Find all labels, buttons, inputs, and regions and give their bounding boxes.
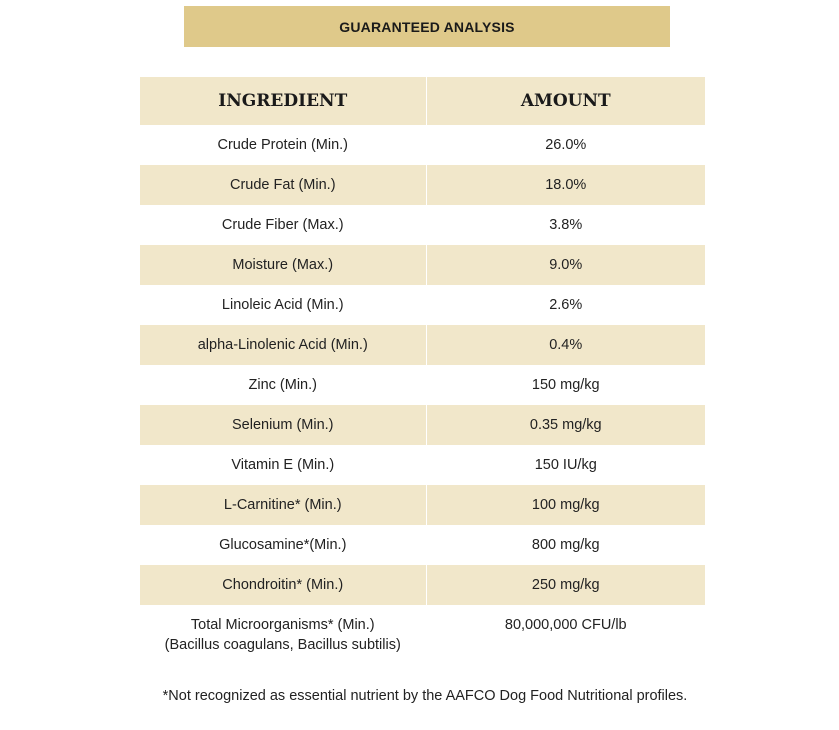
ingredient-cell: Crude Fat (Min.) xyxy=(140,165,426,205)
amount-column-header: AMOUNT xyxy=(426,77,705,125)
ingredient-cell: Crude Fiber (Max.) xyxy=(221,217,344,233)
table-header-row xyxy=(140,77,705,125)
table-row xyxy=(140,365,705,405)
ingredient-detail: (Bacillus coagulans, Bacillus subtilis) xyxy=(164,637,401,653)
table-row xyxy=(140,485,705,525)
amount-cell: 150 IU/kg xyxy=(426,445,705,485)
ingredient-cell: Chondroitin* (Min.) xyxy=(140,565,426,605)
table-row xyxy=(140,165,705,205)
table-row xyxy=(140,245,705,285)
amount-cell: 80,000,000 CFU/lb xyxy=(426,605,705,665)
table-row xyxy=(140,405,705,445)
amount-cell: 9.0% xyxy=(426,245,705,285)
table-row xyxy=(140,205,705,245)
amount-cell: 3.8% xyxy=(426,205,705,245)
table-row xyxy=(140,605,705,665)
ingredient-cell: Zinc (Min.) xyxy=(248,377,317,393)
table-row xyxy=(140,445,705,485)
ingredient-cell: Linoleic Acid (Min.) xyxy=(221,297,344,313)
ingredient-cell: Vitamin E (Min.) xyxy=(231,457,335,473)
ingredient-cell: Moisture (Max.) xyxy=(140,245,426,285)
amount-cell: 0.4% xyxy=(426,325,705,365)
ingredient-cell: Selenium (Min.) xyxy=(140,405,426,445)
ingredient-cell: alpha-Linolenic Acid (Min.) xyxy=(140,325,426,365)
amount-cell: 100 mg/kg xyxy=(426,485,705,525)
footnote: *Not recognized as essential nutrient by the AAFCO Dog Food Nutritional profiles. xyxy=(162,688,688,704)
ingredient-name: Total Microorganisms* (Min.) xyxy=(190,617,375,633)
guaranteed-analysis-table xyxy=(140,77,705,665)
table-row xyxy=(140,125,705,165)
amount-cell: 18.0% xyxy=(426,165,705,205)
amount-cell: 250 mg/kg xyxy=(426,565,705,605)
ingredient-cell: Crude Protein (Min.) xyxy=(217,137,349,153)
amount-cell: 0.35 mg/kg xyxy=(426,405,705,445)
ingredient-cell: L-Carnitine* (Min.) xyxy=(140,485,426,525)
amount-cell: 150 mg/kg xyxy=(426,365,705,405)
table-row xyxy=(140,525,705,565)
table-row xyxy=(140,285,705,325)
amount-cell: 2.6% xyxy=(426,285,705,325)
table-row xyxy=(140,565,705,605)
guaranteed-analysis-banner xyxy=(184,6,670,47)
page-title: GUARANTEED ANALYSIS xyxy=(339,18,515,35)
amount-cell: 800 mg/kg xyxy=(426,525,705,565)
ingredient-cell xyxy=(140,605,426,665)
ingredient-cell: Glucosamine*(Min.) xyxy=(219,537,347,553)
table-row xyxy=(140,325,705,365)
ingredient-column-header: INGREDIENT xyxy=(140,77,426,125)
amount-cell: 26.0% xyxy=(426,125,705,165)
